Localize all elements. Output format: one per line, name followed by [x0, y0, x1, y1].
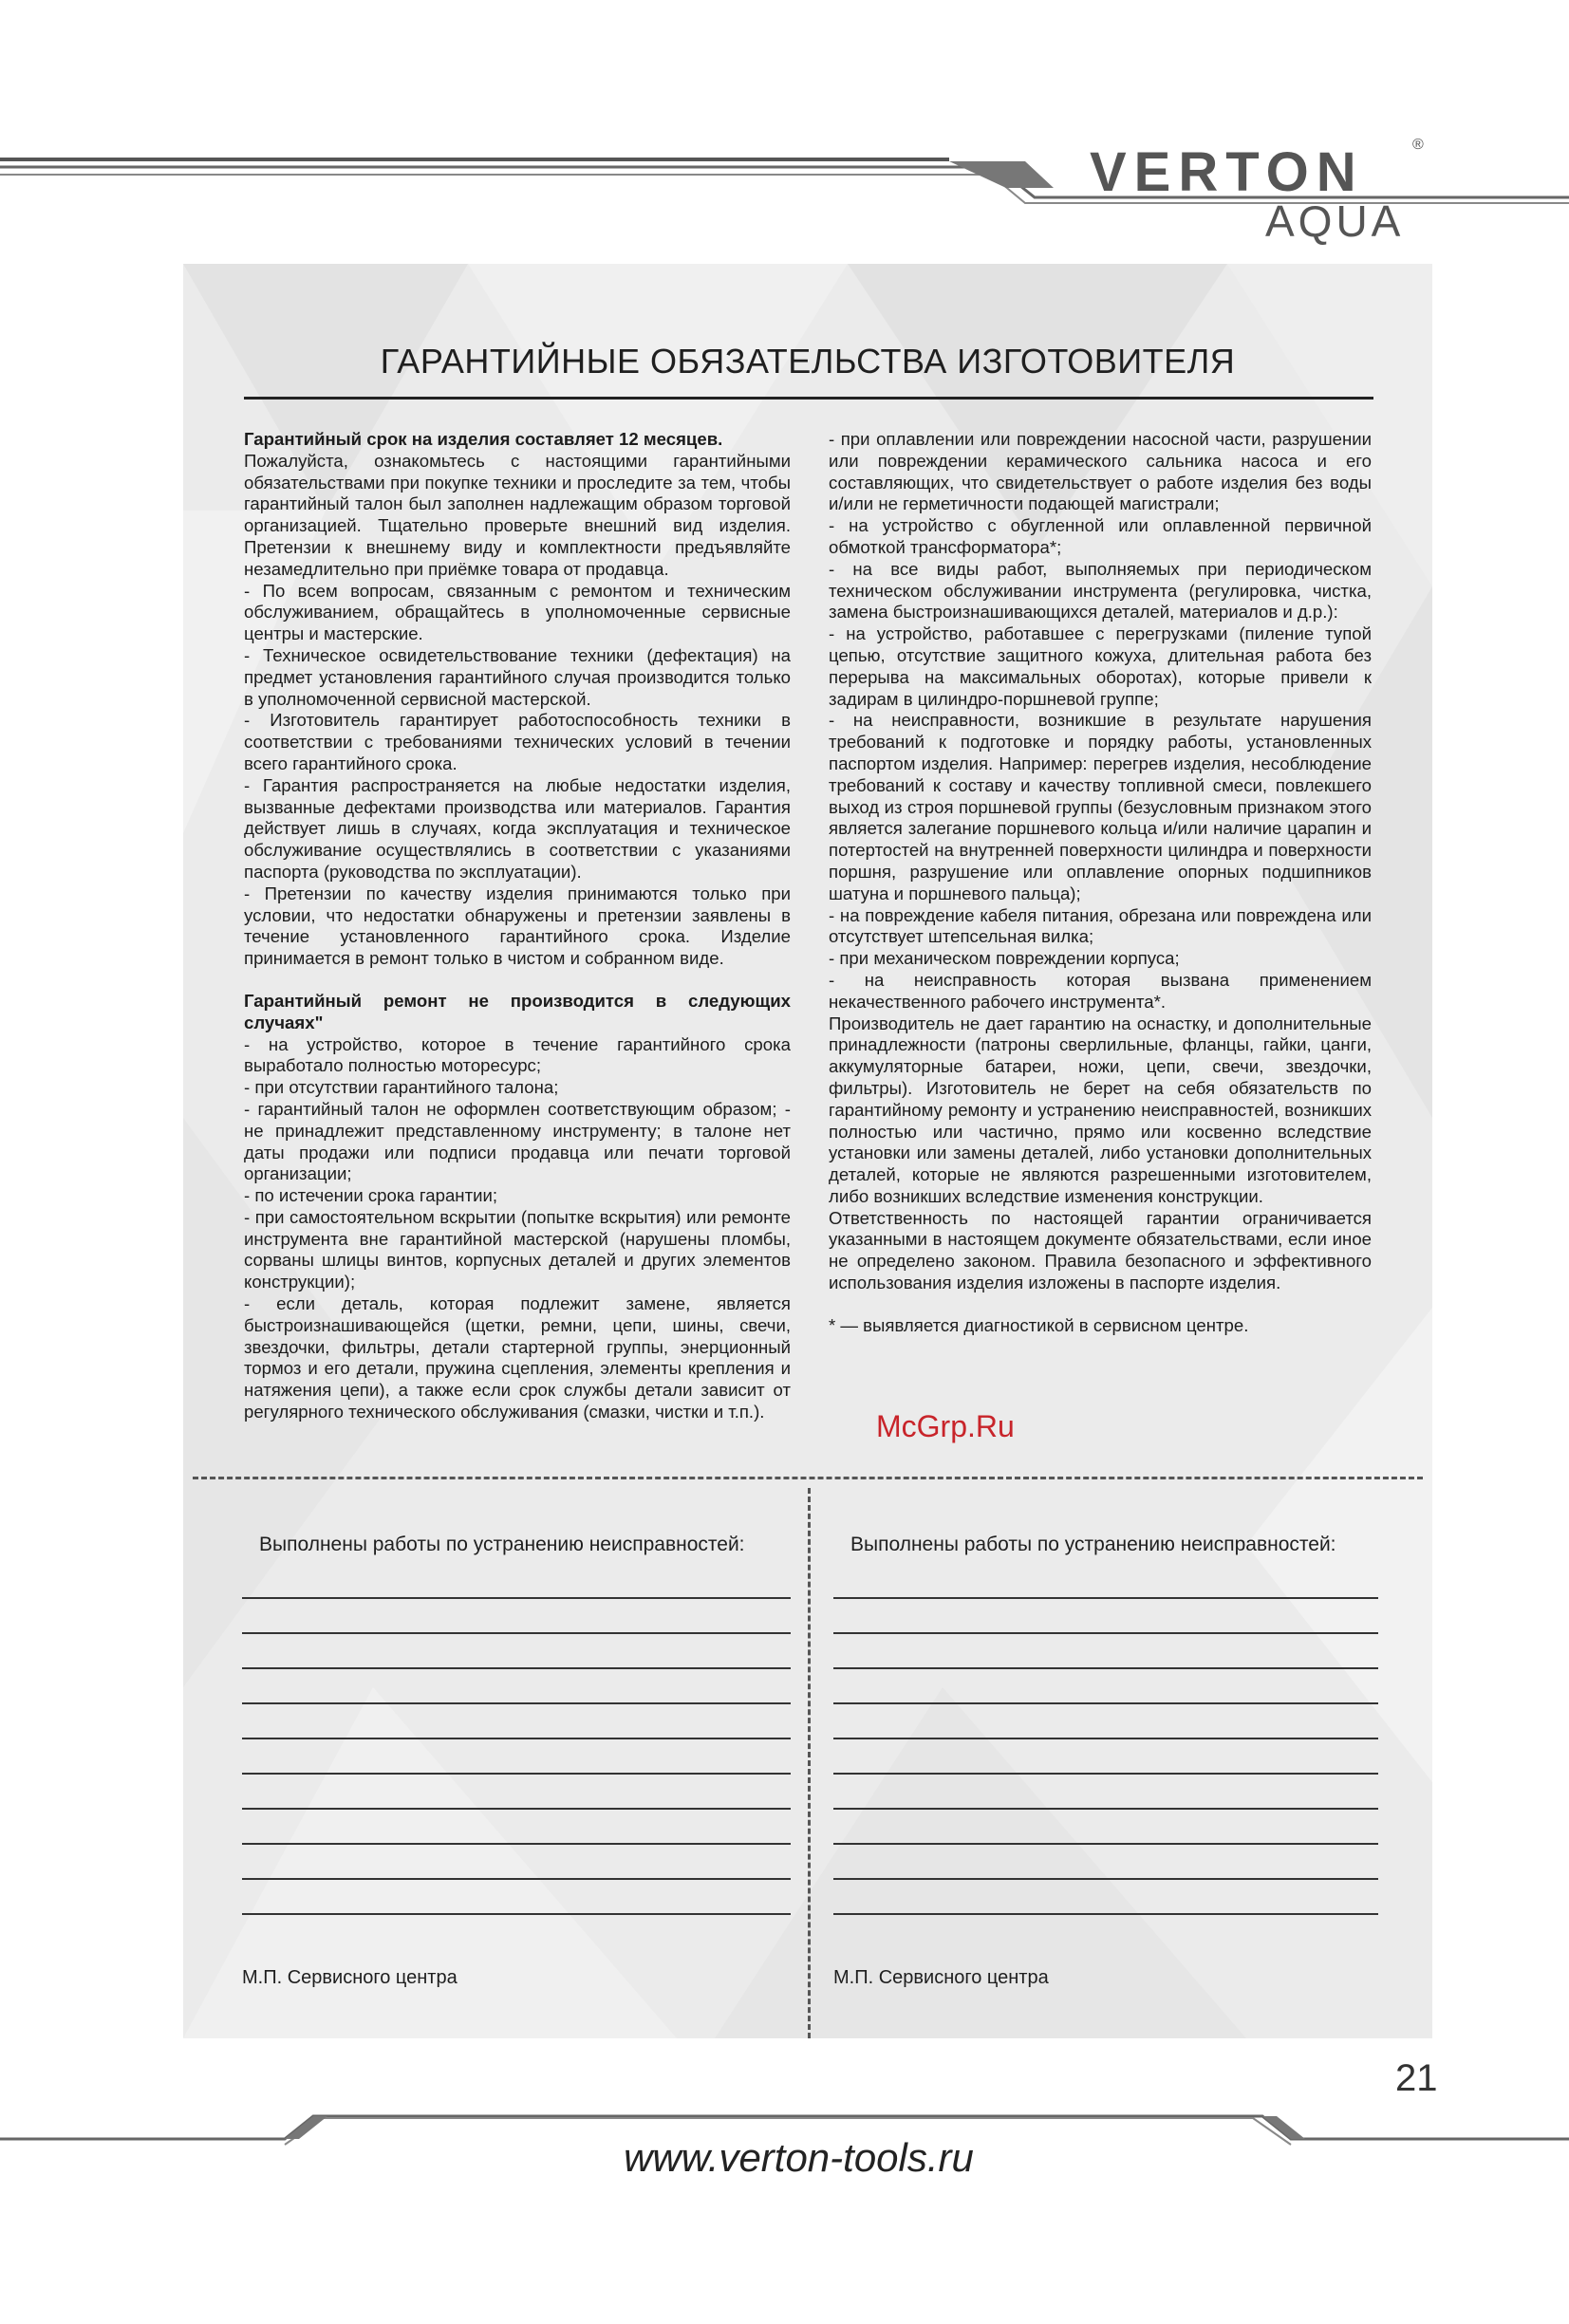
write-line [242, 1773, 791, 1775]
list-item: - при самостоятельном вскрытии (попытке вскрытия) или ремонте инструмента вне гарантийной мастерской (нарушены пломбы, сорваны шлицы винтов, корпусных деталей и других элементов конструкции); [244, 1206, 791, 1292]
cut-line-vertical [808, 1488, 811, 2038]
stamp-label-right: М.П. Сервисного центра [833, 1967, 1049, 1988]
list-item: - если деталь, которая подлежит замене, является быстроизнашивающейся (щетки, ремни, цепи, шины, свечи, звездочки, фильтры, детали стартерной группы, энерционный тормоз и его детали, пружина сцепления, элементы крепления и натяжения цепи), а также если срок службы детали зависит от регулярного технического обслуживания (смазки, чистки и т.п.). [244, 1293, 791, 1422]
footer-url[interactable]: www.verton-tools.ru [624, 2135, 974, 2180]
list-item: - на устройство, работавшее с перегрузками (пиление тупой цепью, отсутствие защитного кожуха, длительная работа без перерыва на максимальных оборотах), которые привели к задирам в цилиндро-поршневой группе; [829, 623, 1372, 709]
watermark: McGrp.Ru [876, 1409, 1015, 1443]
write-line [833, 1738, 1378, 1739]
footnote: * — выявляется диагностикой в сервисном центре. [829, 1314, 1249, 1335]
write-line [833, 1667, 1378, 1669]
paragraph: - По всем вопросам, связанным с ремонтом и техническим обслуживанием, обращайтесь в уполномоченные сервисные центры и мастерские. [244, 580, 791, 644]
write-line [242, 1878, 791, 1880]
page-title: ГАРАНТИЙНЫЕ ОБЯЗАТЕЛЬСТВА ИЗГОТОВИТЕЛЯ [380, 342, 1236, 381]
paragraph: - Гарантия распространяется на любые недостатки изделия, вызванные дефектами производства или материалов. Гарантия действует лишь в случаях, когда эксплуатация и техническое обслуживание осуществлялись в соответствии с указаниями паспорта (руководства по эксплуатации). [244, 774, 791, 882]
section-heading: Гарантийный ремонт не производится в следующих случаях" [244, 990, 791, 1032]
write-line [242, 1913, 791, 1915]
write-line [242, 1702, 791, 1704]
write-line [833, 1808, 1378, 1810]
right-column [829, 429, 1372, 1337]
paragraph: Производитель не дает гарантию на оснастку, и дополнительные принадлежности (патроны сверлильные, фланцы, гайки, цанги, аккумуляторные батареи, ножи, цепи, свечи, звездочки, фильтры). Изготовитель не берет на себя обязательств по гарантийному ремонту и устранению неисправностей, возникших полностью или частично, прямо или косвенно вследствие установки или замены деталей, либо установки дополнительных деталей, которые не являются разрешенными изготовителем, либо возникших вследствие изменения конструкции. [829, 1013, 1372, 1206]
list-item: - на повреждение кабеля питания, обрезана или повреждена или отсутствует штепсельная вилка; [829, 904, 1372, 947]
paragraph: - Изготовитель гарантирует работоспособность техники в соответствии с требованиями технических условий в течении всего гарантийного срока. [244, 710, 791, 773]
paragraph: - Претензии по качеству изделия принимаются только при условии, что недостатки обнаружены и претензии заявлены в течение установленного гарантийного срока. Изделие принимается в ремонт только в чистом и собранном виде. [244, 883, 791, 969]
write-line [242, 1738, 791, 1739]
title-rule [244, 397, 1373, 400]
write-line [833, 1597, 1378, 1599]
brand-logo [1090, 137, 1424, 247]
write-line [833, 1702, 1378, 1704]
list-item: - на неисправность которая вызвана применением некачественного рабочего инструмента*. [829, 969, 1372, 1012]
list-item: - на устройство, которое в течение гарантийного срока выработало полностью моторесурс; [244, 1033, 791, 1076]
list-item: - по истечении срока гарантии; [244, 1185, 498, 1206]
paragraph: Ответственность по настоящей гарантии ограничивается указанными в настоящем документе обязательствами, если иное не определено законом. Правила безопасного и эффективного использования изделия изложены в паспорте изделия. [829, 1207, 1372, 1293]
write-line [242, 1843, 791, 1845]
write-line [833, 1913, 1378, 1915]
list-item: - при отсутствии гарантийного талона; [244, 1077, 559, 1098]
brand-sub: AQUA [1265, 196, 1405, 246]
paragraph: - Техническое освидетельствование техники (дефектация) на предмет установления гарантийного случая производится только в уполномоченной сервисной мастерской. [244, 644, 791, 709]
cut-line-horizontal [193, 1477, 1423, 1479]
write-line [242, 1808, 791, 1810]
stamp-label-left: М.П. Сервисного центра [242, 1967, 458, 1988]
list-item: - на устройство с обугленной или оплавленной первичной обмоткой трансформатора*; [829, 515, 1372, 557]
write-line [833, 1773, 1378, 1775]
warranty-panel [183, 264, 1432, 2038]
write-line [242, 1632, 791, 1634]
write-line [833, 1878, 1378, 1880]
list-item: - на все виды работ, выполняемых при периодическом техническом обслуживании инструмента (регулировка, чистка, замена быстроизнашивающихся деталей, материалов и д.р.): [829, 558, 1372, 623]
list-item: - при оплавлении или повреждении насосной части, разрушении или повреждении керамического сальника насоса и его составляющих, что свидетельствует о работе изделия без воды и/или не герметичности подающей магистрали; [829, 429, 1372, 514]
write-line [833, 1632, 1378, 1634]
left-column [244, 429, 791, 1423]
page-number: 21 [1395, 2057, 1438, 2099]
write-line [833, 1843, 1378, 1845]
write-line [242, 1667, 791, 1669]
paragraph: Пожалуйста, ознакомьтесь с настоящими гарантийными обязательствами при покупке техники и проследите за тем, чтобы гарантийный талон был заполнен надлежащим образом торговой организацией. Тщательно проверьте внешний вид изделия. Претензии к внешнему виду и комплектности предъявляйте незамедлительно при приёмке товара от продавца. [244, 450, 791, 579]
warranty-lead: Гарантийный срок на изделия составляет 12 месяцев. [244, 429, 723, 449]
repair-label-left: Выполнены работы по устранению неисправностей: [259, 1534, 745, 1555]
list-item: - гарантийный талон не оформлен соответствующим образом; - не принадлежит представленному инструменту; в талоне нет даты продажи или подписи продавца или печати торговой организации; [244, 1098, 791, 1184]
list-item: - при механическом повреждении корпуса; [829, 948, 1180, 969]
registered-mark: ® [1412, 137, 1424, 153]
brand-name: VERTON [1090, 141, 1364, 203]
repair-label-right: Выполнены работы по устранению неисправностей: [850, 1534, 1336, 1555]
list-item: - на неисправности, возникшие в результате нарушения требований к подготовке и порядку работы, установленных паспортом изделия. Например: перегрев изделия, несоблюдение требований к составу и качеству топливной смеси, повлекшего выход из строя поршневой группы (безусловным признаком этого является залегание поршневого кольца и/или наличие царапин и потертостей на внутренней поверхности цилиндра и поверхности поршня, разрушение или оплавление опорных подшипников шатуна и поршневого пальца); [829, 710, 1372, 903]
write-line [242, 1597, 791, 1599]
